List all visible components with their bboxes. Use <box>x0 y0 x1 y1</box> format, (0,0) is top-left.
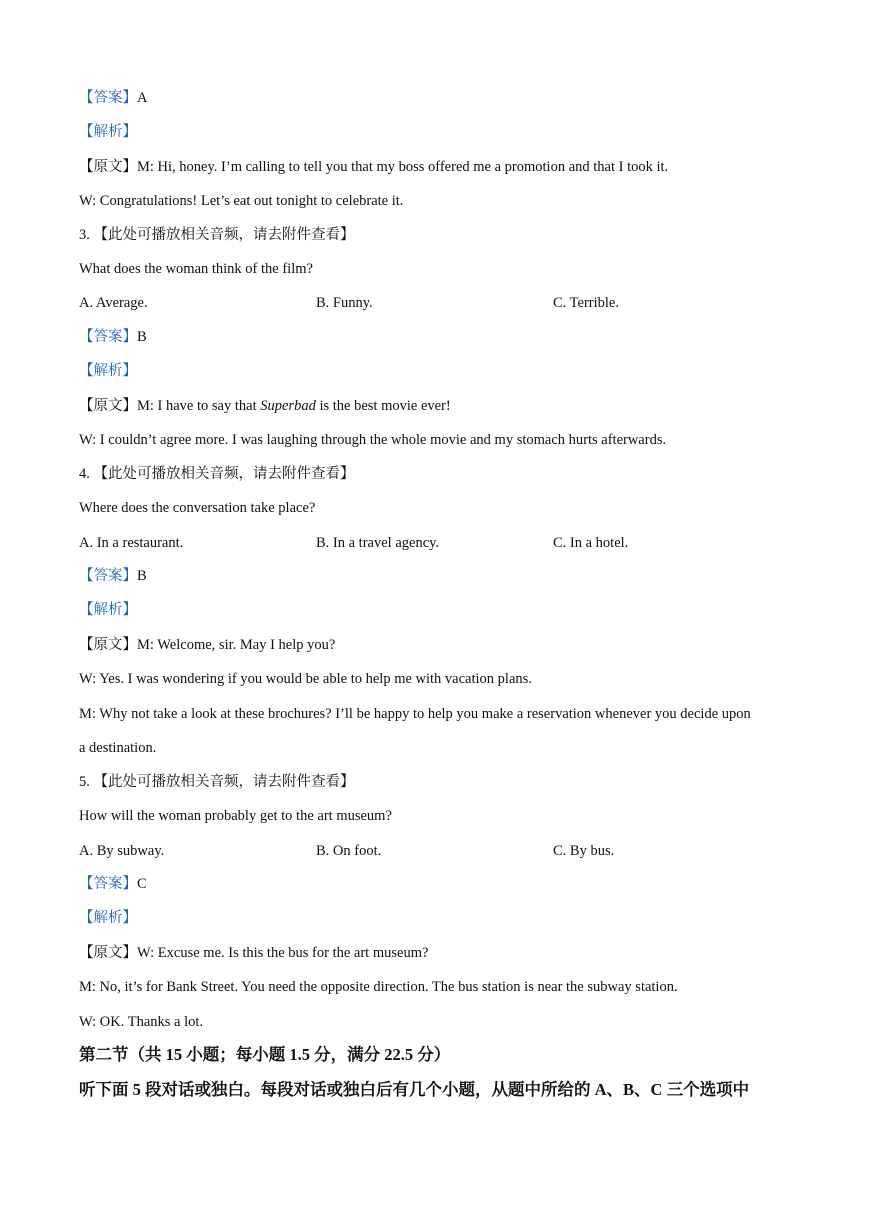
original-tag: 【原文】 <box>79 637 137 653</box>
original-tag: 【原文】 <box>79 945 137 961</box>
question-text: How will the woman probably get to the art museum? <box>79 808 392 824</box>
transcript-line <box>79 157 668 177</box>
answer-line-q3 <box>79 327 147 347</box>
answer-line-q2 <box>79 88 147 108</box>
option-b: B. Funny. <box>316 295 373 311</box>
analysis-tag: 【解析】 <box>79 602 137 618</box>
question-header-q5 <box>79 772 355 792</box>
answer-tag: 【答案】 <box>79 876 137 892</box>
question-header-q4 <box>79 464 355 484</box>
section-heading: 第二节（共 15 小题；每小题 1.5 分，满分 22.5 分） <box>79 1045 451 1064</box>
option-a: A. In a restaurant. <box>79 535 184 551</box>
option-c: C. By bus. <box>553 843 615 859</box>
answer-value: B <box>137 568 147 584</box>
analysis-line-q5 <box>79 908 137 928</box>
analysis-tag: 【解析】 <box>79 363 137 379</box>
transcript-line: W: Yes. I was wondering if you would be able to help me with vacation plans. <box>79 671 532 687</box>
option-b: B. On foot. <box>316 843 382 859</box>
transcript-line: M: No, it’s for Bank Street. You need the opposite direction. The bus station is near the subway station. <box>79 979 678 995</box>
option-a: A. By subway. <box>79 843 165 859</box>
transcript-line <box>79 943 428 963</box>
audio-note: 【此处可播放相关音频，请去附件查看】 <box>93 466 355 482</box>
option-b: B. In a travel agency. <box>316 535 440 551</box>
answer-line-q4 <box>79 566 147 586</box>
audio-note: 【此处可播放相关音频，请去附件查看】 <box>93 774 355 790</box>
analysis-line-q4 <box>79 600 137 620</box>
answer-tag: 【答案】 <box>79 568 137 584</box>
section-instruction: 听下面 5 段对话或独白。每段对话或独白后有几个小题，从题中所给的 A、B、C 三个选项中 <box>79 1080 750 1099</box>
analysis-tag: 【解析】 <box>79 124 137 140</box>
transcript-line: W: Congratulations! Let’s eat out tonight to celebrate it. <box>79 193 404 209</box>
analysis-tag: 【解析】 <box>79 910 137 926</box>
movie-title: Superbad <box>260 398 316 414</box>
option-a: A. Average. <box>79 295 148 311</box>
analysis-line-q3 <box>79 361 137 381</box>
answer-value: B <box>137 329 147 345</box>
option-c: C. In a hotel. <box>553 535 629 551</box>
audio-note: 【此处可播放相关音频，请去附件查看】 <box>93 227 355 243</box>
transcript-text: W: Excuse me. Is this the bus for the art museum? <box>137 945 429 961</box>
answer-value: C <box>137 876 147 892</box>
transcript-text: M: Welcome, sir. May I help you? <box>137 637 336 653</box>
answer-value: A <box>137 90 148 106</box>
transcript-text: is the best movie ever! <box>315 398 451 414</box>
transcript-line: W: OK. Thanks a lot. <box>79 1014 204 1030</box>
question-header-q3 <box>79 225 355 245</box>
transcript-line <box>79 635 335 655</box>
question-number: 3. <box>79 227 90 243</box>
transcript-text: M: I have to say that <box>137 398 261 414</box>
question-number: 5. <box>79 774 90 790</box>
transcript-line: M: Why not take a look at these brochures? I’ll be happy to help you make a reservation whenever you decide upon <box>79 706 751 722</box>
original-tag: 【原文】 <box>79 159 137 175</box>
transcript-line <box>79 396 451 416</box>
question-text: What does the woman think of the film? <box>79 261 313 277</box>
transcript-line: W: I couldn’t agree more. I was laughing through the whole movie and my stomach hurts afterwards. <box>79 432 667 448</box>
transcript-line: a destination. <box>79 740 157 756</box>
original-tag: 【原文】 <box>79 398 137 414</box>
answer-line-q5 <box>79 874 147 894</box>
transcript-text: M: Hi, honey. I’m calling to tell you that my boss offered me a promotion and that I took it. <box>137 159 669 175</box>
answer-tag: 【答案】 <box>79 329 137 345</box>
option-c: C. Terrible. <box>553 295 619 311</box>
analysis-line-q2 <box>79 122 137 142</box>
question-number: 4. <box>79 466 90 482</box>
answer-tag: 【答案】 <box>79 90 137 106</box>
question-text: Where does the conversation take place? <box>79 500 316 516</box>
